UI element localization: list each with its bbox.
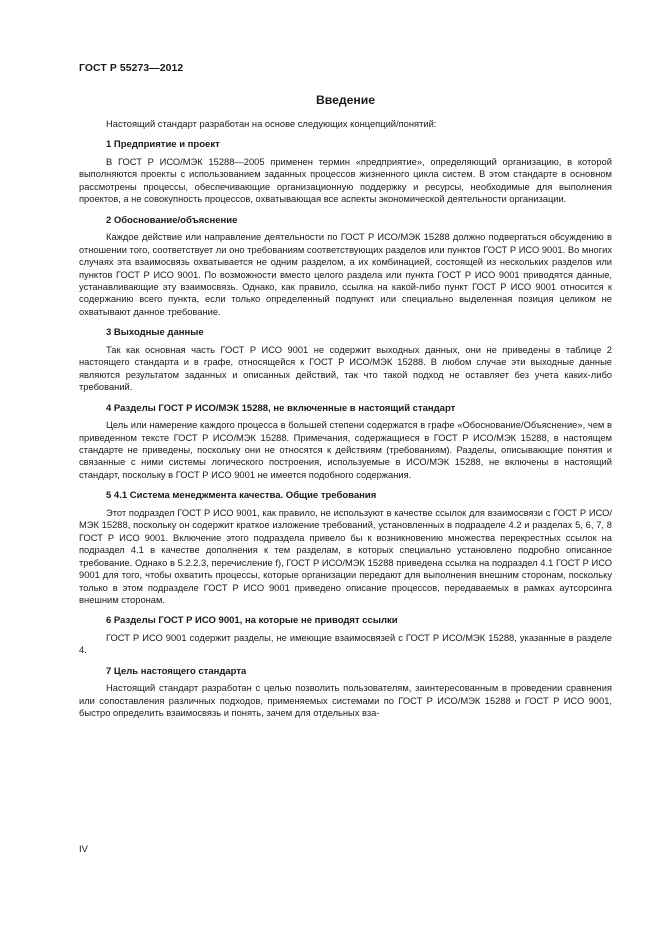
section-paragraph: Каждое действие или направление деятельности по ГОСТ Р ИСО/МЭК 15288 должно подвергаться обсуждению в отношении того, соответствует ли оно требованиям соответствующих разделов или пунктов ГОСТ Р ИСО 9001. Во многих случаях эта взаимосвязь охватывается не одним разделом, а их комбинацией, состоящей из нескольких разделов или пунктов ГОСТ Р ИСО 9001. По возможности вместо целого раздела или пункта ГОСТ Р ИСО 9001 приводятся данные, устанавливающие эту взаимосвязь. Однако, как правило, ссылка на какой-либо пункт ГОСТ Р ИСО 9001 относится к содержанию всего пункта, если только определенный подпункт или специально выделенная позиция целиком не охватывают данное требование. (79, 232, 612, 317)
section-heading-5: 5 4.1 Система менеджмента качества. Общие требования (106, 490, 377, 502)
section-heading-7: 7 Цель настоящего стандарта (106, 665, 247, 677)
section-heading-6: 6 Разделы ГОСТ Р ИСО 9001, на которые не приводят ссылки (106, 615, 398, 627)
section-paragraph: Цель или намерение каждого процесса в большей степени содержатся в графе «Обоснование/Объяснение», чем в приведенном тексте ГОСТ Р ИСО/МЭК 15288. Примечания, содержащиеся в ГОСТ Р ИСО/МЭК 15288, в настоящем стандарте не приведены, поскольку они не относятся к действиям (требованиям). Разделы, описывающие понятия и связанные с ними системы логического построения, используемые в ИСО/МЭК 15288, не включены в настоящий стандарт, поскольку в ГОСТ Р ИСО 9001 не имеется подобного содержания. (79, 420, 612, 480)
section-heading-3: 3 Выходные данные (106, 327, 204, 339)
section-heading-1: 1 Предприятие и проект (106, 139, 220, 151)
section-heading-4: 4 Разделы ГОСТ Р ИСО/МЭК 15288, не включенные в настоящий стандарт (106, 402, 456, 414)
standard-code-header: ГОСТ Р 55273—2012 (79, 63, 184, 74)
page-title: Введение (315, 93, 376, 107)
section-paragraph: Так как основная часть ГОСТ Р ИСО 9001 не содержит выходных данных, они не приведены в таблице 2 настоящего стандарта и в графе, относящейся к ГОСТ Р ИСО/МЭК 15288. В любом случае эти выходные данные являются результатом заданных и описанных действий, так что такой подход не оставляет без учета каких-либо требований. (79, 344, 612, 393)
section-paragraph: Этот подраздел ГОСТ Р ИСО 9001, как правило, не используют в качестве ссылок для взаимосвязи с ГОСТ Р ИСО/МЭК 15288, поскольку он содержит краткое изложение требований, установленных в подразделе 4.2 и разделах 5, 6, 7, 8 ГОСТ Р ИСО 9001. Включение этого подраздела привело бы к возникновению множества перекрестных ссылок на подраздел 4.1 в качестве дополнения к тем разделам, в которых специально установлено подробно описанное требование. Однако в 5.2.2.3, перечисление f), ГОСТ Р ИСО/МЭК 15288 приведена ссылка на подраздел 4.1 ГОСТ Р ИСО 9001 для того, чтобы охватить процессы, которые организации передают для выполнения внешним сторонам, поскольку только в этом подразделе ГОСТ Р ИСО 9001 приведено описание процессов, передаваемых в рамках аутсорсинга внешним сторонам. (79, 507, 612, 605)
section-paragraph: Настоящий стандарт разработан с целью позволить пользователям, заинтересованным в проведении сравнения или сопоставления различных подходов, применяемых системами по ГОСТ Р ИСО/МЭК 15288 и ГОСТ Р ИСО 9001, быстро определить взаимосвязь и понять, зачем для отдельных вза- (79, 683, 612, 719)
section-heading-2: 2 Обоснование/объяснение (106, 214, 238, 226)
section-paragraph: В ГОСТ Р ИСО/МЭК 15288—2005 применен термин «предприятие», определяющий организацию, в которой выполняются проекты с использованием заданных процессов жизненного цикла систем. В этом стандарте в основном рассмотрены процессы, обеспечивающие организационную поддержку и ресурсы, необходимые для выполнения проектов, а не совокупность процессов, охватывающая все аспекты экономической деятельности организации. (79, 156, 612, 205)
document-body (79, 118, 612, 720)
section-paragraph: ГОСТ Р ИСО 9001 содержит разделы, не имеющие взаимосвязей с ГОСТ Р ИСО/МЭК 15288, указанные в разделе 4. (79, 632, 612, 656)
page-number: IV (79, 843, 88, 854)
intro-paragraph: Настоящий стандарт разработан на основе следующих концепций/понятий: (106, 119, 437, 129)
